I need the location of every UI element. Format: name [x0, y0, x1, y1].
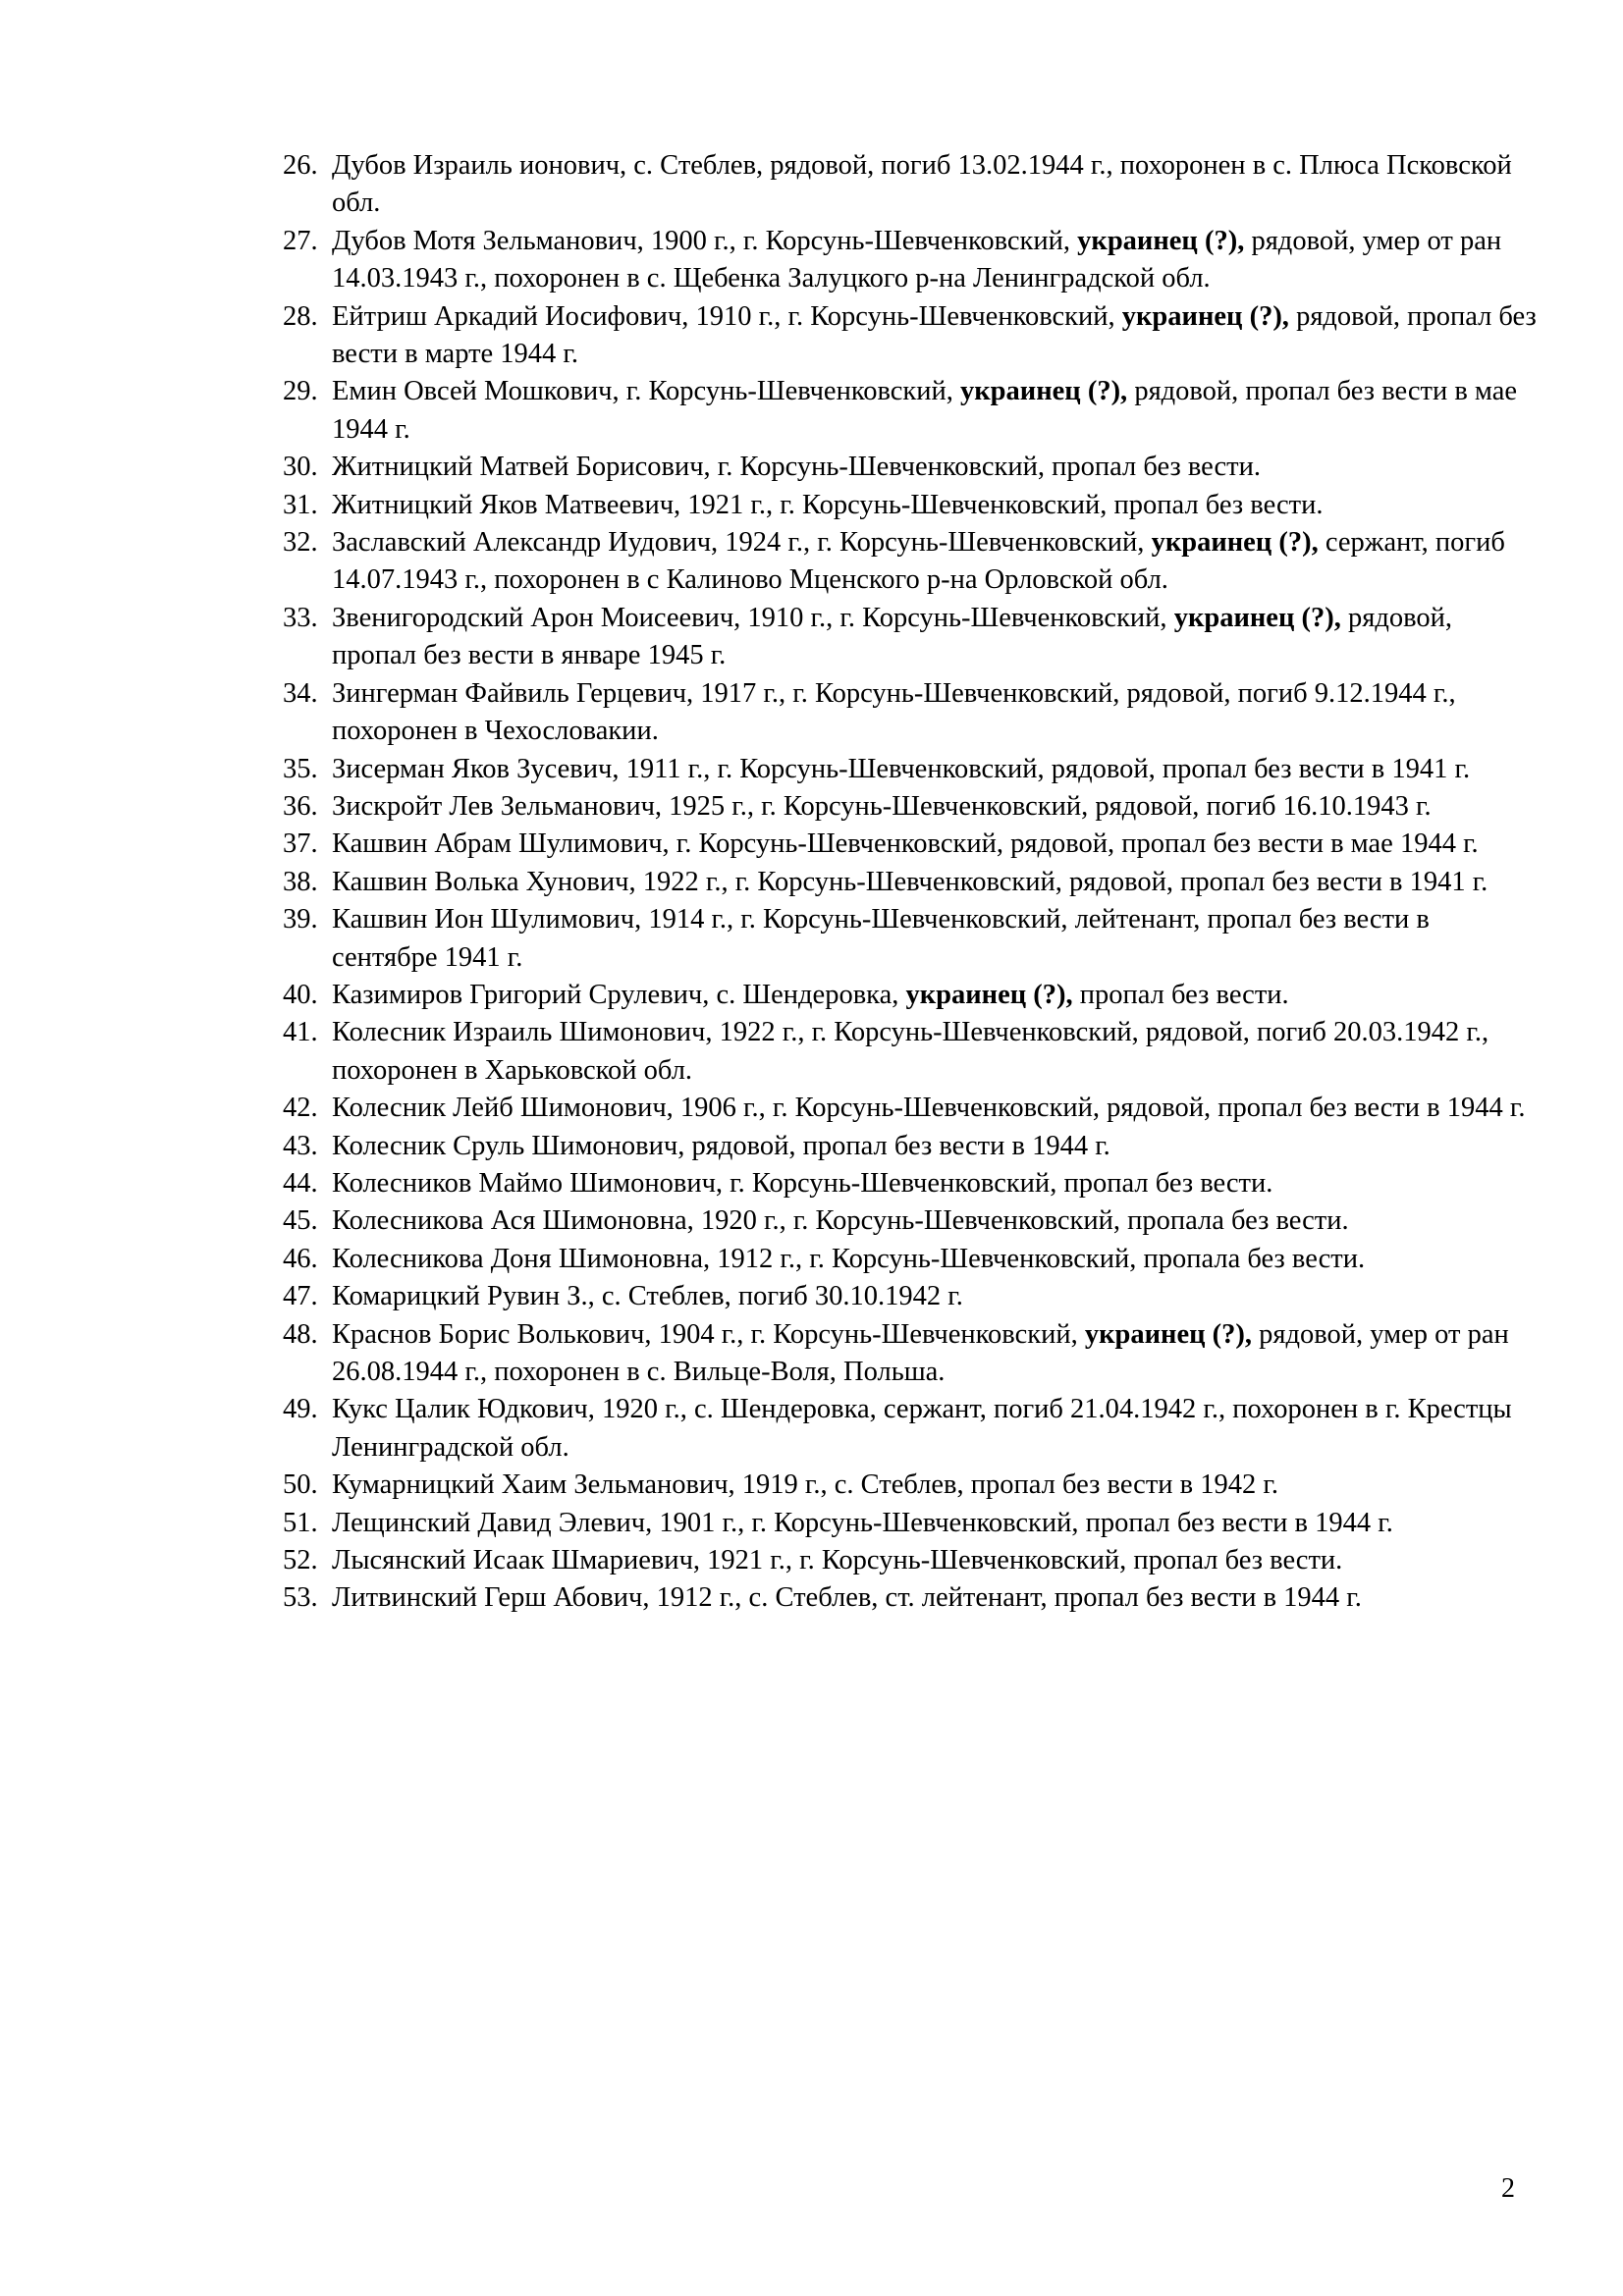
entry-text-part: Зингерман Файвиль Герцевич, 1917 г., г. Корсунь-Шевченковский, рядовой, погиб 9.12.1944 г., похоронен в Чехословакии. [332, 677, 1456, 747]
entry-text-part: Колесникова Ася Шимоновна, 1920 г., г. Корсунь-Шевченковский, пропала без вести. [332, 1205, 1349, 1237]
list-item [283, 864, 1540, 901]
nationality-note: украинец (?), [905, 979, 1073, 1010]
entry-text-part: Кумарницкий Хаим Зельманович, 1919 г., с. Стеблев, пропал без вести в 1942 г. [332, 1469, 1278, 1501]
entry-text-part: Колесник Сруль Шимонович, рядовой, пропал без вести в 1944 г. [332, 1130, 1110, 1161]
list-item [283, 675, 1540, 751]
entry-text [332, 223, 1540, 298]
entry-number: 38. [283, 866, 318, 897]
entry-number: 30. [283, 452, 318, 483]
list-item [283, 223, 1540, 298]
entry-text [332, 1241, 1540, 1278]
list-item [283, 788, 1540, 826]
entry-text [332, 788, 1540, 826]
entry-text-part: Кашвин Ион Шулимович, 1914 г., г. Корсунь-Шевченковский, лейтенант, пропал без вести в сентябре 1941 г. [332, 904, 1430, 973]
entry-text-part: Колесник Лейб Шимонович, 1906 г., г. Корсунь-Шевченковский, рядовой, пропал без вести в 1944 г. [332, 1093, 1526, 1124]
nationality-note: украинец (?), [1173, 602, 1341, 633]
entry-list [283, 147, 1540, 1618]
entry-text-part: Житницкий Яков Матвеевич, 1921 г., г. Корсунь-Шевченковский, пропал без вести. [332, 489, 1324, 520]
list-item [283, 1165, 1540, 1202]
entry-text [332, 298, 1540, 374]
entry-text [332, 524, 1540, 600]
entry-number: 50. [283, 1469, 318, 1501]
entry-number: 36. [283, 790, 318, 822]
entry-number: 31. [283, 489, 318, 520]
entry-text [332, 1542, 1540, 1579]
entry-text [332, 1202, 1540, 1240]
entry-text [332, 751, 1540, 788]
entry-text-part: Звенигородский Арон Моисеевич, 1910 г., г. Корсунь-Шевченковский, [332, 602, 1174, 633]
entry-text [332, 1278, 1540, 1315]
entry-text [332, 675, 1540, 751]
entry-text-part: Кукс Цалик Юдкович, 1920 г., с. Шендеровка, сержант, погиб 21.04.1942 г., похоронен в г. Крестцы Ленинградской обл. [332, 1394, 1512, 1463]
list-item [283, 1579, 1540, 1617]
nationality-note: украинец (?), [960, 376, 1128, 407]
entry-text-part: Емин Овсей Мошкович, г. Корсунь-Шевченковский, [332, 376, 961, 407]
entry-number: 51. [283, 1507, 318, 1538]
list-item [283, 901, 1540, 977]
list-item [283, 1278, 1540, 1315]
entry-text-part: Колесникова Доня Шимоновна, 1912 г., г. Корсунь-Шевченковский, пропала без вести. [332, 1243, 1366, 1274]
list-item [283, 1241, 1540, 1278]
entry-number: 52. [283, 1545, 318, 1576]
entry-text-part: рядовой, умер от ран 26.08.1944 г., похоронен в с. Вильце-Воля, Польша. [332, 1318, 1509, 1387]
entry-number: 35. [283, 753, 318, 784]
list-item [283, 1505, 1540, 1542]
entry-text [332, 449, 1540, 486]
entry-number: 44. [283, 1167, 318, 1199]
nationality-note: украинец (?), [1151, 527, 1319, 559]
entry-text [332, 1505, 1540, 1542]
entry-text-part: Заславский Александр Иудович, 1924 г., г. Корсунь-Шевченковский, [332, 527, 1152, 559]
entry-text-part: Краснов Борис Волькович, 1904 г., г. Корсунь-Шевченковский, [332, 1318, 1085, 1350]
entry-text-part: рядовой, пропал без вести в январе 1945 г. [332, 602, 1452, 671]
entry-text [332, 1579, 1540, 1617]
list-item [283, 751, 1540, 788]
entry-text-part: Лысянский Исаак Шмариевич, 1921 г., г. Корсунь-Шевченковский, пропал без вести. [332, 1545, 1343, 1576]
entry-number: 33. [283, 602, 318, 633]
entry-text [332, 1316, 1540, 1392]
list-item [283, 826, 1540, 863]
nationality-note: украинец (?), [1121, 300, 1289, 332]
entry-number: 53. [283, 1582, 318, 1614]
entry-text-part: Литвинский Герш Абович, 1912 г., с. Стеблев, ст. лейтенант, пропал без вести в 1944 г. [332, 1582, 1362, 1614]
list-item [283, 524, 1540, 600]
entry-number: 34. [283, 677, 318, 709]
nationality-note: украинец (?), [1084, 1318, 1252, 1350]
entry-text [332, 1090, 1540, 1127]
list-item [283, 373, 1540, 449]
entry-text-part: Колесник Израиль Шимонович, 1922 г., г. Корсунь-Шевченковский, рядовой, погиб 20.03.1942 г., похоронен в Харьковской обл. [332, 1017, 1489, 1086]
entry-number: 28. [283, 300, 318, 332]
entry-text [332, 1165, 1540, 1202]
entry-text-part: Дубов Израиль ионович, с. Стеблев, рядовой, погиб 13.02.1944 г., похоронен в с. Плюса Псковской обл. [332, 150, 1512, 219]
entry-text [332, 373, 1540, 449]
entry-text-part: Казимиров Григорий Срулевич, с. Шендеровка, [332, 979, 906, 1010]
entry-text [332, 1128, 1540, 1165]
list-item [283, 1014, 1540, 1090]
list-item [283, 1316, 1540, 1392]
list-item [283, 487, 1540, 524]
entry-text [332, 1014, 1540, 1090]
entry-text [332, 1467, 1540, 1504]
entry-number: 45. [283, 1205, 318, 1237]
entry-text-part: рядовой, пропал без вести в марте 1944 г. [332, 300, 1537, 370]
entry-text-part: рядовой, умер от ран 14.03.1943 г., похоронен в с. Щебенка Залуцкого р-на Ленинградской обл. [332, 225, 1502, 294]
nationality-note: украинец (?), [1077, 225, 1245, 256]
entry-text-part: рядовой, пропал без вести в мае 1944 г. [332, 376, 1518, 445]
entry-text-part: Ейтриш Аркадий Иосифович, 1910 г., г. Корсунь-Шевченковский, [332, 300, 1122, 332]
entry-number: 47. [283, 1281, 318, 1312]
entry-text [332, 977, 1540, 1014]
entry-text [332, 487, 1540, 524]
entry-text-part: Зисерман Яков Зусевич, 1911 г., г. Корсунь-Шевченковский, рядовой, пропал без вести в 1941 г. [332, 753, 1471, 784]
entry-number: 48. [283, 1318, 318, 1350]
entry-text [332, 147, 1540, 223]
page-number: 2 [1501, 2173, 1515, 2204]
list-item [283, 1542, 1540, 1579]
entry-text-part: сержант, погиб 14.07.1943 г., похоронен в с Калиново Мценского р-на Орловской обл. [332, 527, 1505, 596]
entry-number: 39. [283, 904, 318, 935]
list-item [283, 147, 1540, 223]
list-item [283, 449, 1540, 486]
list-item [283, 977, 1540, 1014]
entry-number: 49. [283, 1394, 318, 1425]
list-item [283, 1467, 1540, 1504]
entry-text-part: Кашвин Волька Хунович, 1922 г., г. Корсунь-Шевченковский, рядовой, пропал без вести в 1941 г. [332, 866, 1488, 897]
entry-text-part: Колесников Маймо Шимонович, г. Корсунь-Шевченковский, пропал без вести. [332, 1167, 1273, 1199]
entry-number: 26. [283, 150, 318, 181]
entry-text-part: Житницкий Матвей Борисович, г. Корсунь-Шевченковский, пропал без вести. [332, 452, 1261, 483]
entry-text-part: пропал без вести. [1072, 979, 1289, 1010]
entry-number: 42. [283, 1093, 318, 1124]
list-item [283, 600, 1540, 675]
list-item [283, 1090, 1540, 1127]
list-item [283, 1128, 1540, 1165]
entry-number: 29. [283, 376, 318, 407]
entry-text [332, 826, 1540, 863]
entry-text-part: Кашвин Абрам Шулимович, г. Корсунь-Шевченковский, рядовой, пропал без вести в мае 1944 г. [332, 828, 1479, 860]
entry-text-part: Зискройт Лев Зельманович, 1925 г., г. Корсунь-Шевченковский, рядовой, погиб 16.10.1943 г. [332, 790, 1432, 822]
entry-text-part: Лещинский Давид Элевич, 1901 г., г. Корсунь-Шевченковский, пропал без вести в 1944 г. [332, 1507, 1393, 1538]
entry-number: 32. [283, 527, 318, 559]
entry-text [332, 1391, 1540, 1467]
list-item [283, 298, 1540, 374]
entry-text [332, 901, 1540, 977]
entry-text [332, 600, 1540, 675]
entry-number: 40. [283, 979, 318, 1010]
entry-text-part: Дубов Мотя Зельманович, 1900 г., г. Корсунь-Шевченковский, [332, 225, 1078, 256]
list-item [283, 1391, 1540, 1467]
entry-text-part: Комарицкий Рувин З., с. Стеблев, погиб 30.10.1942 г. [332, 1281, 963, 1312]
entry-number: 46. [283, 1243, 318, 1274]
entry-number: 37. [283, 828, 318, 860]
entry-number: 41. [283, 1017, 318, 1048]
entry-text [332, 864, 1540, 901]
entry-number: 43. [283, 1130, 318, 1161]
list-item [283, 1202, 1540, 1240]
entry-number: 27. [283, 225, 318, 256]
